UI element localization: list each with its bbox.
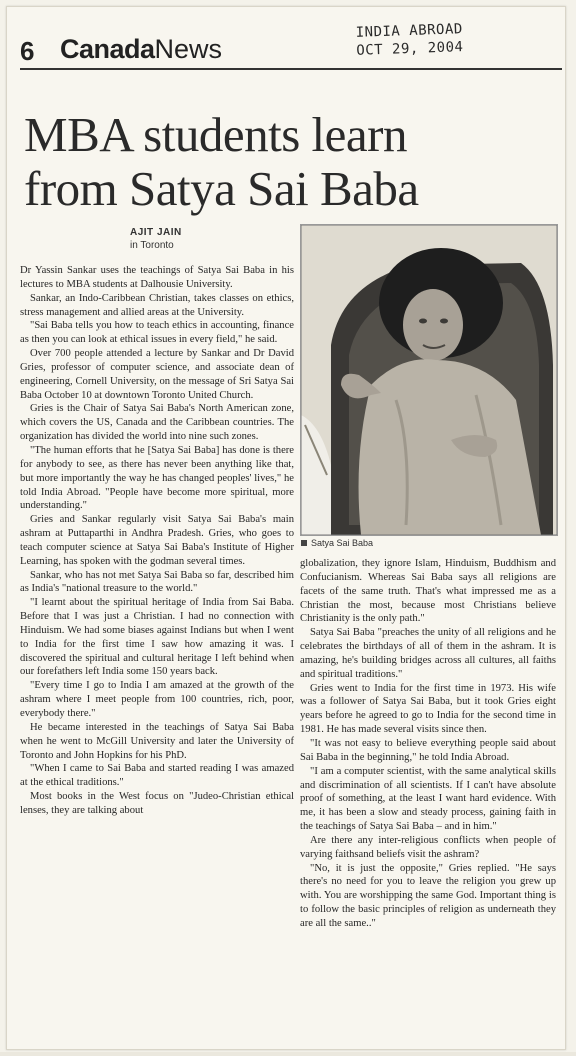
- masthead-rule: [20, 68, 562, 70]
- scan-edge: [0, 1052, 576, 1056]
- paragraph: Gries and Sankar regularly visit Satya Sai Baba's main ashram at Puttaparthi in Andhra Pradesh. Gries, who goes to teach computer science at Satya Sai Baba's Institute of Higher Learning, has spoken with the godman several times.: [20, 514, 294, 567]
- paragraph: Over 700 people attended a lecture by Sankar and Dr David Gries, professor of computer science, and associate dean of engineering, Cornell University, on the message of Sri Satya Sai Baba October 10 at downtown Toronto United Church.: [20, 348, 294, 401]
- paragraph: "The human efforts that he [Satya Sai Baba] has done is there for anybody to see, as there has never been anything like that, but more importantly the way he has changed peoples' lives," he told India Abroad. "People have become more spiritual, more understanding.": [20, 444, 294, 512]
- paragraph: "When I came to Sai Baba and started reading I was amazed at the ethical traditions.": [20, 763, 294, 789]
- photo-caption-text: Satya Sai Baba: [311, 538, 374, 548]
- section-title: [60, 34, 222, 65]
- section-title-bold: Canada: [60, 34, 155, 64]
- paragraph: "It was not easy to believe everything people said about Sai Baba in the beginning," he told India Abroad.: [300, 737, 556, 763]
- section-title-light: News: [154, 34, 223, 64]
- headline: [24, 108, 560, 216]
- paragraph: "Every time I go to India I am amazed at the growth of the ashram where I meet people from 100 countries, rich, poor, everybody there.": [20, 680, 294, 719]
- page-number: 6: [20, 36, 35, 66]
- article-left-column: [20, 264, 294, 818]
- paragraph: Sankar, an Indo-Caribbean Christian, takes classes on ethics, stress management and allied areas at the University.: [20, 292, 294, 318]
- paragraph: Gries is the Chair of Satya Sai Baba's North American zone, which covers the US, Canada and the Caribbean countries. The organization has divided the world into nine such zones.: [20, 403, 294, 443]
- paragraph: "Sai Baba tells you how to teach ethics in accounting, finance as then you can look at ethical issues in every field," he said.: [20, 320, 294, 346]
- paragraph: "I learnt about the spiritual heritage of India from Sai Baba. Before that I was just a Christian. I had no connection with Hinduism. We had some biases against Indians but when I went to India for the first time I saw how amazing it was. I discovered the spiritual and cultural heritage I left behind when our forefathers left India some 150 years back.: [20, 597, 294, 678]
- byline-name: AJIT JAIN: [130, 227, 182, 238]
- byline: [130, 226, 182, 252]
- paragraph: "I am a computer scientist, with the same analytical skills and discrimination of all scientists. If I can't have absolute proof of something, at the least I want hard evidence. With me, it has been a slow and steady process, gaining faith in the teachings of Satya Sai Baba – and in him.": [300, 765, 556, 833]
- paragraph: globalization, they ignore Islam, Hinduism, Buddhism and Confucianism. Whereas Sai Baba says all religions are facets of the same truth. That's what impressed me as a Christian the most, because most Christians believe Christianity is the only path.": [300, 558, 556, 625]
- paragraph: Satya Sai Baba "preaches the unity of all religions and he celebrates the birthdays of all of them in the ashram. It is amazing, he's building bridges across all cultures, all faiths and spiritual traditions.": [300, 627, 556, 680]
- headline-line-1: MBA students learn: [24, 107, 407, 162]
- photo-caption: [301, 538, 373, 548]
- headline-line-2: from Satya Sai Baba: [24, 161, 419, 216]
- paragraph: Sankar, who has not met Satya Sai Baba so far, described him as India's "national treasure to the world.": [20, 569, 294, 595]
- handwritten-note-publication: INDIA ABROAD: [355, 21, 464, 41]
- byline-location: in Toronto: [130, 240, 174, 251]
- paragraph: Gries went to India for the first time in 1973. His wife was a follower of Satya Sai Baba, but it took Gries eight years before he agreed to go to India for the second time in 1981. He has made several visits since then.: [300, 682, 556, 736]
- handwritten-note-date: OCT 29, 2004: [356, 39, 464, 59]
- paragraph: Most books in the West focus on "Judeo-Christian ethical lenses, they are talking about: [20, 791, 294, 816]
- handwritten-note: [355, 20, 463, 60]
- article-photo: [300, 224, 558, 536]
- paragraph: "No, it is just the opposite," Gries replied. "He says there's no need for you to leave the religion you grew up with. You are worshipping the same God. Important thing is to follow the basic principles of religion as underneath they are all the same..": [300, 862, 556, 929]
- paragraph: Are there any inter-religious conflicts when people of varying faithsand beliefs visit the ashram?: [300, 834, 556, 860]
- paragraph: Dr Yassin Sankar uses the teachings of Satya Sai Baba in his lectures to MBA students at Dalhousie University.: [20, 265, 294, 290]
- photo-illustration: [301, 225, 557, 535]
- article-right-column: [300, 557, 556, 931]
- caption-square-icon: [301, 540, 307, 546]
- paragraph: He became interested in the teachings of Satya Sai Baba when he went to McGill University and later the University of Toronto and John Hopkins for his PhD.: [20, 721, 294, 761]
